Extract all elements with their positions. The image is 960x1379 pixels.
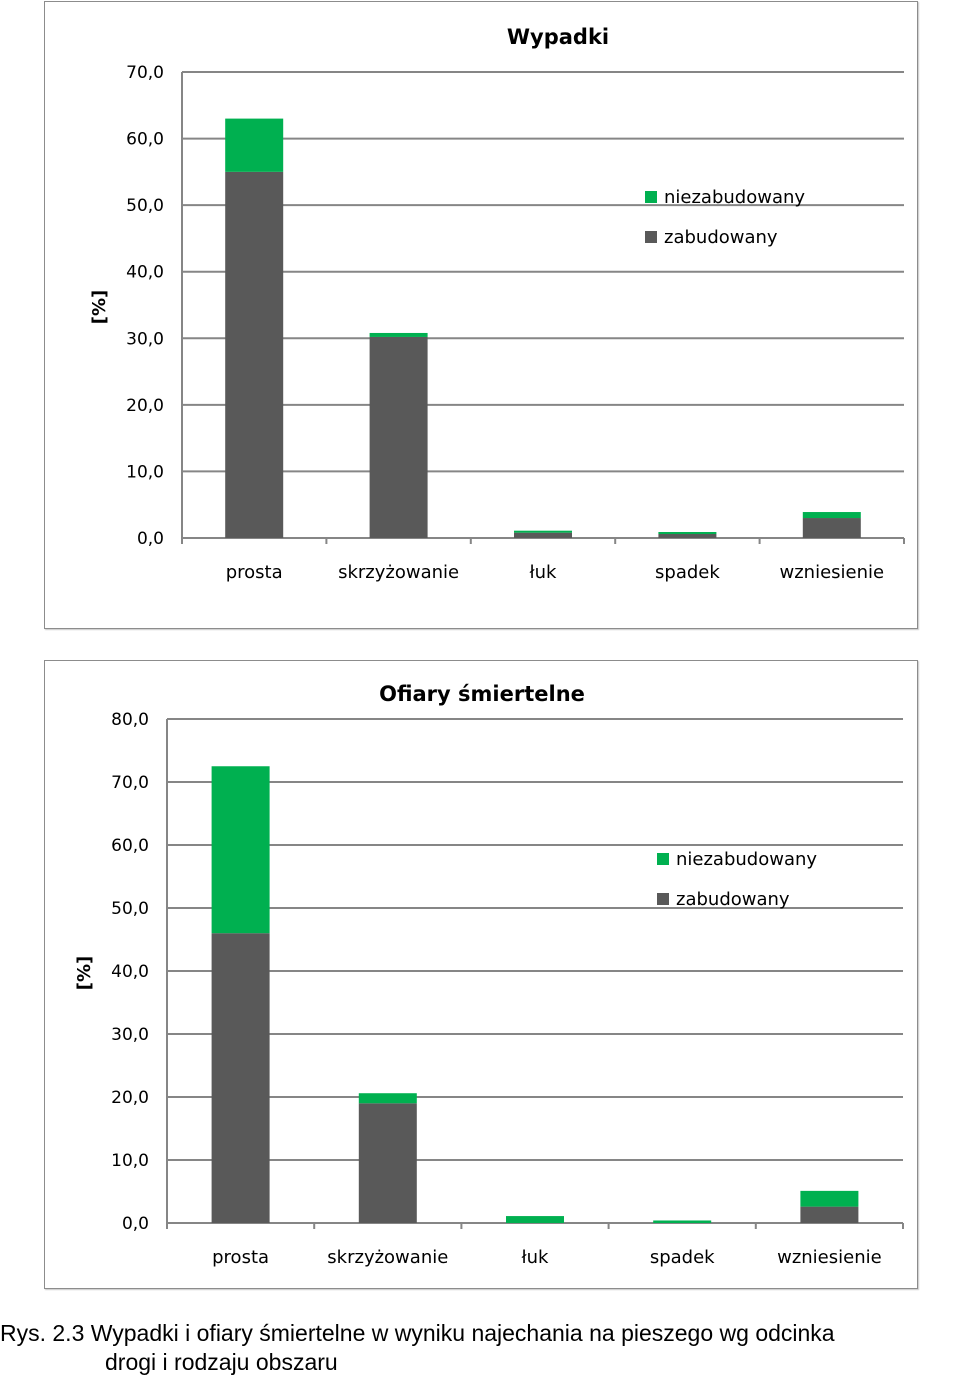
x-tick-label: spadek (649, 1247, 715, 1268)
y-tick-label: 20,0 (126, 395, 164, 416)
x-tick-label: łuk (529, 562, 557, 583)
bar-niezabudowany (506, 1216, 564, 1223)
y-tick-label: 20,0 (111, 1088, 149, 1108)
chart-ofiary-svg (45, 661, 919, 1290)
bar-niezabudowany (370, 333, 428, 337)
bar-zabudowany (800, 1207, 858, 1223)
legend-swatch-zabudowany (645, 231, 657, 243)
legend-swatch-niezabudowany (645, 191, 657, 203)
bar-zabudowany (658, 534, 716, 538)
chart-wypadki (44, 1, 918, 629)
x-tick-label: wzniesienie (777, 1247, 882, 1268)
bar-zabudowany (803, 518, 861, 538)
bar-niezabudowany (225, 119, 283, 172)
caption-line-2: drogi i rodzaju obszaru (105, 1349, 338, 1375)
y-tick-label: 60,0 (126, 129, 164, 150)
y-axis-label: [%] (89, 289, 110, 325)
bar-niezabudowany (803, 512, 861, 518)
y-axis-label: [%] (74, 955, 95, 991)
y-tick-label: 10,0 (126, 462, 164, 483)
figure-caption (0, 1319, 960, 1377)
y-tick-label: 70,0 (111, 773, 149, 793)
x-tick-label: łuk (521, 1247, 549, 1268)
y-tick-label: 30,0 (126, 329, 164, 350)
caption-line-1: Rys. 2.3 Wypadki i ofiary śmiertelne w wyniku najechania na pieszego wg odcinka (0, 1320, 835, 1346)
x-tick-label: wzniesienie (779, 562, 885, 583)
x-tick-label: spadek (655, 562, 720, 583)
y-tick-label: 0,0 (136, 529, 164, 549)
bar-zabudowany (514, 533, 572, 538)
y-tick-label: 80,0 (111, 710, 149, 730)
y-tick-label: 40,0 (126, 262, 164, 283)
x-tick-label: prosta (212, 1247, 270, 1268)
bar-niezabudowany (658, 532, 716, 534)
chart-title: Wypadki (506, 25, 610, 49)
bar-zabudowany (225, 172, 283, 538)
bar-niezabudowany (359, 1093, 417, 1103)
legend-label: zabudowany (664, 227, 778, 248)
chart-ofiary-smiertelne (44, 660, 918, 1289)
y-tick-label: 40,0 (111, 962, 149, 982)
y-tick-label: 50,0 (111, 899, 149, 919)
bar-niezabudowany (800, 1191, 858, 1207)
legend-label: niezabudowany (664, 187, 806, 208)
x-tick-label: skrzyżowanie (338, 562, 460, 583)
bar-zabudowany (212, 933, 270, 1223)
y-tick-label: 0,0 (121, 1214, 149, 1234)
y-tick-label: 50,0 (126, 196, 164, 217)
legend-swatch-niezabudowany (657, 853, 669, 865)
chart-title: Ofiary śmiertelne (379, 682, 585, 706)
y-tick-label: 10,0 (111, 1151, 149, 1171)
y-tick-label: 30,0 (111, 1025, 149, 1045)
legend-label: niezabudowany (676, 849, 818, 870)
chart-wypadki-svg (45, 2, 919, 630)
bar-zabudowany (359, 1103, 417, 1223)
bar-niezabudowany (212, 766, 270, 933)
x-tick-label: skrzyżowanie (327, 1247, 449, 1268)
legend-label: zabudowany (676, 889, 790, 910)
y-tick-label: 70,0 (126, 63, 164, 83)
bar-niezabudowany (514, 531, 572, 533)
legend-swatch-zabudowany (657, 893, 669, 905)
x-tick-label: prosta (225, 562, 283, 583)
bar-zabudowany (370, 337, 428, 538)
bar-niezabudowany (653, 1220, 711, 1223)
y-tick-label: 60,0 (111, 836, 149, 856)
